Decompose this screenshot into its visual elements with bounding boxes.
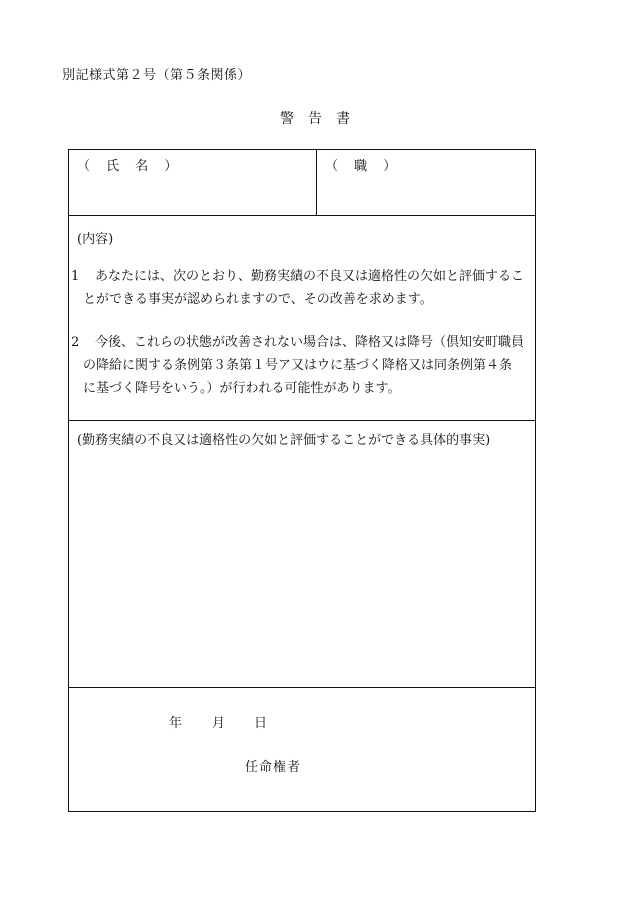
- item-2-line-2: [69, 354, 537, 377]
- date-year-label: 年: [169, 716, 183, 731]
- facts-heading: (勤務実績の不良又は適格性の欠如と評価することができる具体的事実): [77, 433, 491, 448]
- item-2-text-1: 今後、これらの状態が改善されない場合は、降格又は降号（倶知安町職員: [95, 335, 525, 350]
- item-1-text-1: あなたには、次のとおり、勤務実績の不良又は適格性の欠如と評価するこ: [95, 269, 525, 284]
- name-cell[interactable]: [69, 150, 317, 215]
- form-number-label: 別記様式第２号（第５条関係）: [62, 68, 252, 83]
- signature-section: [69, 688, 535, 811]
- item-1-line-1: [69, 265, 537, 288]
- item-2-line-3: [69, 377, 537, 400]
- item-2-number: 2: [71, 335, 80, 350]
- content-heading: (内容): [77, 232, 114, 247]
- name-label: （ 氏 名 ）: [77, 159, 184, 174]
- document-title: 警告書: [280, 111, 364, 127]
- identity-row: [69, 150, 535, 216]
- item-1-line-2: [69, 288, 537, 311]
- item-1-number: 1: [71, 269, 80, 284]
- content-item-1: [69, 265, 537, 311]
- job-cell[interactable]: [317, 150, 535, 215]
- item-2-text-2: の降給に関する条例第３条第１号ア又はウに基づく降格又は同条例第４条: [83, 358, 513, 373]
- facts-section[interactable]: [69, 421, 535, 688]
- item-1-text-2: とができる事実が認められますので、その改善を求めます。: [83, 292, 433, 307]
- appointing-authority-label: 任命権者: [245, 760, 302, 775]
- job-label: （ 職 ）: [325, 159, 403, 174]
- content-section: [69, 216, 535, 421]
- content-item-2: [69, 331, 537, 400]
- item-2-line-1: [69, 331, 537, 354]
- date-month-label: 月: [212, 716, 226, 731]
- item-2-text-3: に基づく降号をいう。）が行われる可能性があります。: [83, 381, 401, 396]
- date-day-label: 日: [254, 716, 268, 731]
- warning-form-table: [68, 149, 536, 812]
